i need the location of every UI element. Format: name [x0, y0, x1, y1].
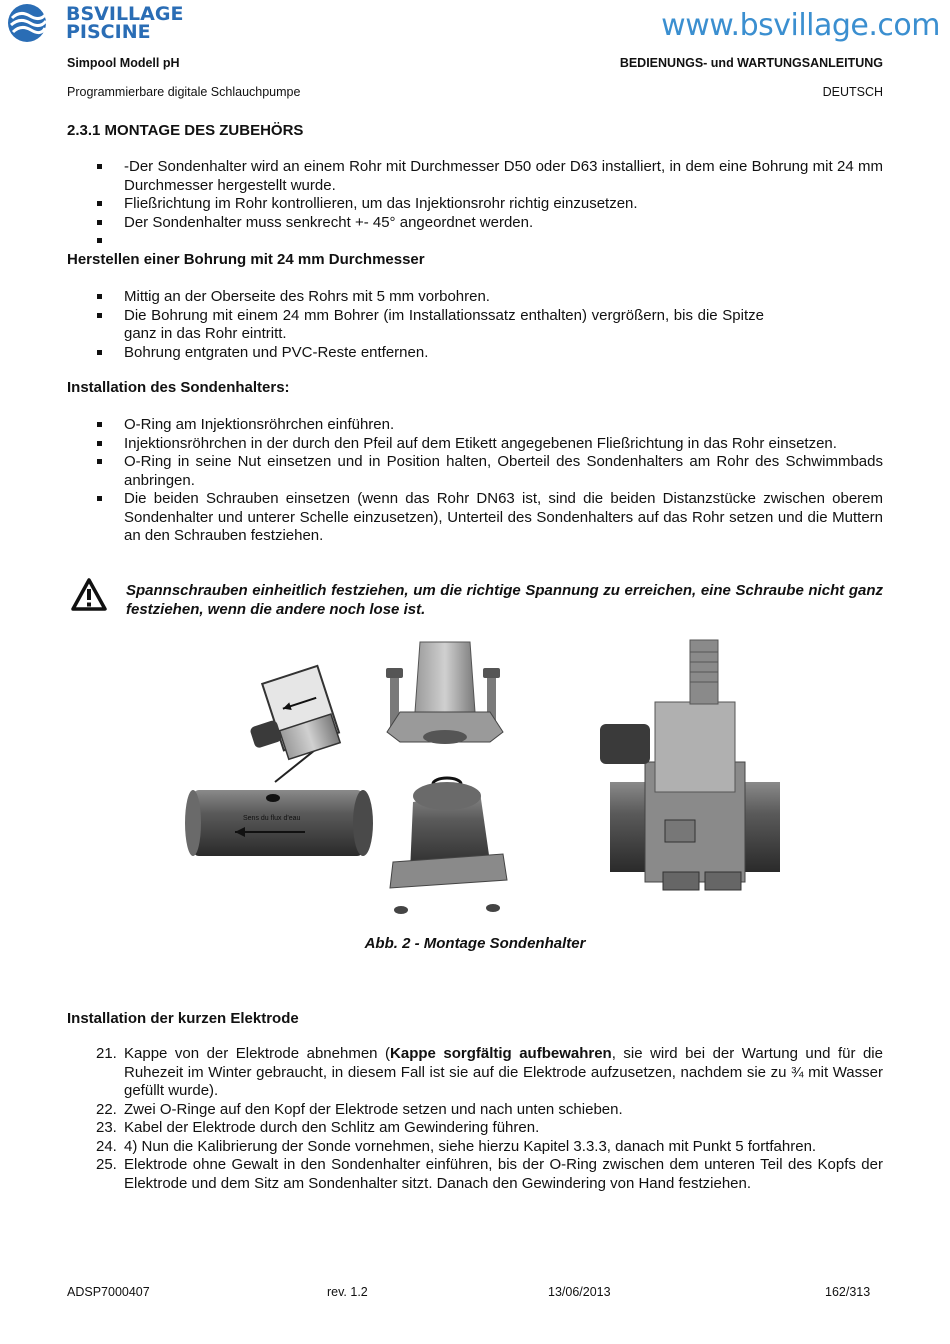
list-item [96, 1045, 883, 1101]
list-item [96, 1119, 883, 1138]
step-text-pre: Kappe von der Elektrode abnehmen ( [124, 1045, 391, 1062]
list-item [96, 1156, 883, 1193]
electrode-heading: Installation der kurzen Elektrode [67, 1010, 299, 1027]
list-item: Mittig an der Oberseite des Rohrs mit 5 mm vorbohren. [96, 288, 883, 307]
list-item: Bohrung entgraten und PVC-Reste entfernen. [96, 344, 883, 363]
step-number: 23. [96, 1119, 117, 1136]
footer-revision: rev. 1.2 [327, 1285, 368, 1299]
wave-logo-icon [6, 2, 64, 44]
step-text-pre: Elektrode ohne Gewalt in den Sondenhalter einführen, bis der O-Ring zwischen dem unteren Teil des Kopfs der Elektrode und dem Sitz am Sondenhalter sitzt. Danach den Gewindering von Hand festziehen. [124, 1156, 883, 1192]
footer-doc-code: ADSP7000407 [67, 1285, 150, 1299]
step-text-pre: 4) Nun die Kalibrierung der Sonde vornehmen, siehe hierzu Kapitel 3.3.3, danach mit Punkt 5 fortfahren. [124, 1137, 817, 1155]
section-title: 2.3.1 MONTAGE DES ZUBEHÖRS [67, 122, 304, 139]
drilling-bullet-list [96, 288, 883, 362]
footer-page-number: 162/313 [825, 1285, 871, 1299]
electrode-steps-list [96, 1045, 883, 1193]
install-bullet-list [96, 416, 883, 546]
step-text-pre: Zwei O-Ringe auf den Kopf der Elektrode setzen und nach unten schieben. [124, 1100, 623, 1118]
list-item: Injektionsröhrchen in der durch den Pfeil auf dem Etikett angegebenen Fließrichtung in das Rohr einsetzen. [96, 435, 883, 454]
list-item: Die Bohrung mit einem 24 mm Bohrer (im Installationssatz enthalten) vergrößern, bis die Spitze ganz in das Rohr eintritt. [96, 307, 764, 344]
warning-triangle-icon [70, 577, 108, 612]
assembled-holder-illustration [600, 640, 780, 890]
brand-logo [6, 2, 216, 44]
list-item [96, 1138, 883, 1157]
step-text-post: , sie wird bei der Wartung und für die Ruhezeit im Winter gebraucht, in diesem Fall ist sie auf die Elektrode aufzusetzen, nachdem sie zu ¾ mit Wasser gefüllt wurde). [124, 1045, 883, 1099]
list-item: -Der Sondenhalter wird an einem Rohr mit Durchmesser D50 oder D63 installiert, in dem eine Bohrung mit 24 mm Durchmesser hergestellt wurde. [96, 158, 883, 195]
list-item: Die beiden Schrauben einsetzen (wenn das Rohr DN63 ist, sind die beiden Distanzstücke zwischen oberem Sondenhalter und unterer Schelle einzusetzen), Unterteil des Sondenhalters auf das Rohr setzen und die Muttern an den Schrauben festziehen. [96, 490, 883, 546]
flow-direction-label: Sens du flux d'eau [243, 815, 301, 822]
document-subtitle: Programmierbare digitale Schlauchpumpe [67, 85, 301, 99]
footer-date: 13/06/2013 [548, 1285, 611, 1299]
logo-line1: BSVILLAGE [66, 3, 184, 25]
product-name: Simpool Modell pH [67, 56, 180, 70]
drilling-heading: Herstellen einer Bohrung mit 24 mm Durchmesser [67, 251, 425, 268]
list-item: Fließrichtung im Rohr kontrollieren, um das Injektionsrohr richtig einzusetzen. [96, 195, 883, 214]
figure-caption: Abb. 2 - Montage Sondenhalter [364, 935, 586, 952]
list-item: O-Ring am Injektionsröhrchen einführen. [96, 416, 883, 435]
pipe-with-probe-illustration [185, 666, 373, 856]
logo-line2: PISCINE [66, 21, 151, 43]
step-text-bold: Kappe sorgfältig aufbewahren [390, 1045, 612, 1062]
list-item: Der Sondenhalter muss senkrecht +- 45° angeordnet werden. [96, 214, 883, 233]
list-item [96, 1101, 883, 1120]
step-number: 21. [96, 1045, 117, 1062]
step-number: 24. [96, 1137, 117, 1155]
probe-holder-figure [185, 632, 785, 924]
warning-text: Spannschrauben einheitlich festziehen, um die richtige Spannung zu erreichen, eine Schraube nicht ganz festziehen, wenn die andere noch lose ist. [126, 582, 883, 618]
list-item [96, 232, 883, 251]
list-item: O-Ring in seine Nut einsetzen und in Position halten, Oberteil des Sondenhalters am Rohr des Schwimmbads anbringen. [96, 453, 883, 490]
website-url[interactable]: www.bsvillage.com [661, 8, 940, 43]
step-text-pre: Kabel der Elektrode durch den Schlitz am Gewindering führen. [124, 1119, 540, 1136]
exploded-parts-illustration [386, 642, 507, 914]
step-number: 22. [96, 1100, 117, 1118]
intro-bullet-list [96, 158, 883, 251]
language-label: DEUTSCH [822, 85, 883, 99]
manual-title: BEDIENUNGS- und WARTUNGSANLEITUNG [619, 56, 883, 70]
install-heading: Installation des Sondenhalters: [67, 379, 290, 396]
step-number: 25. [96, 1156, 117, 1173]
